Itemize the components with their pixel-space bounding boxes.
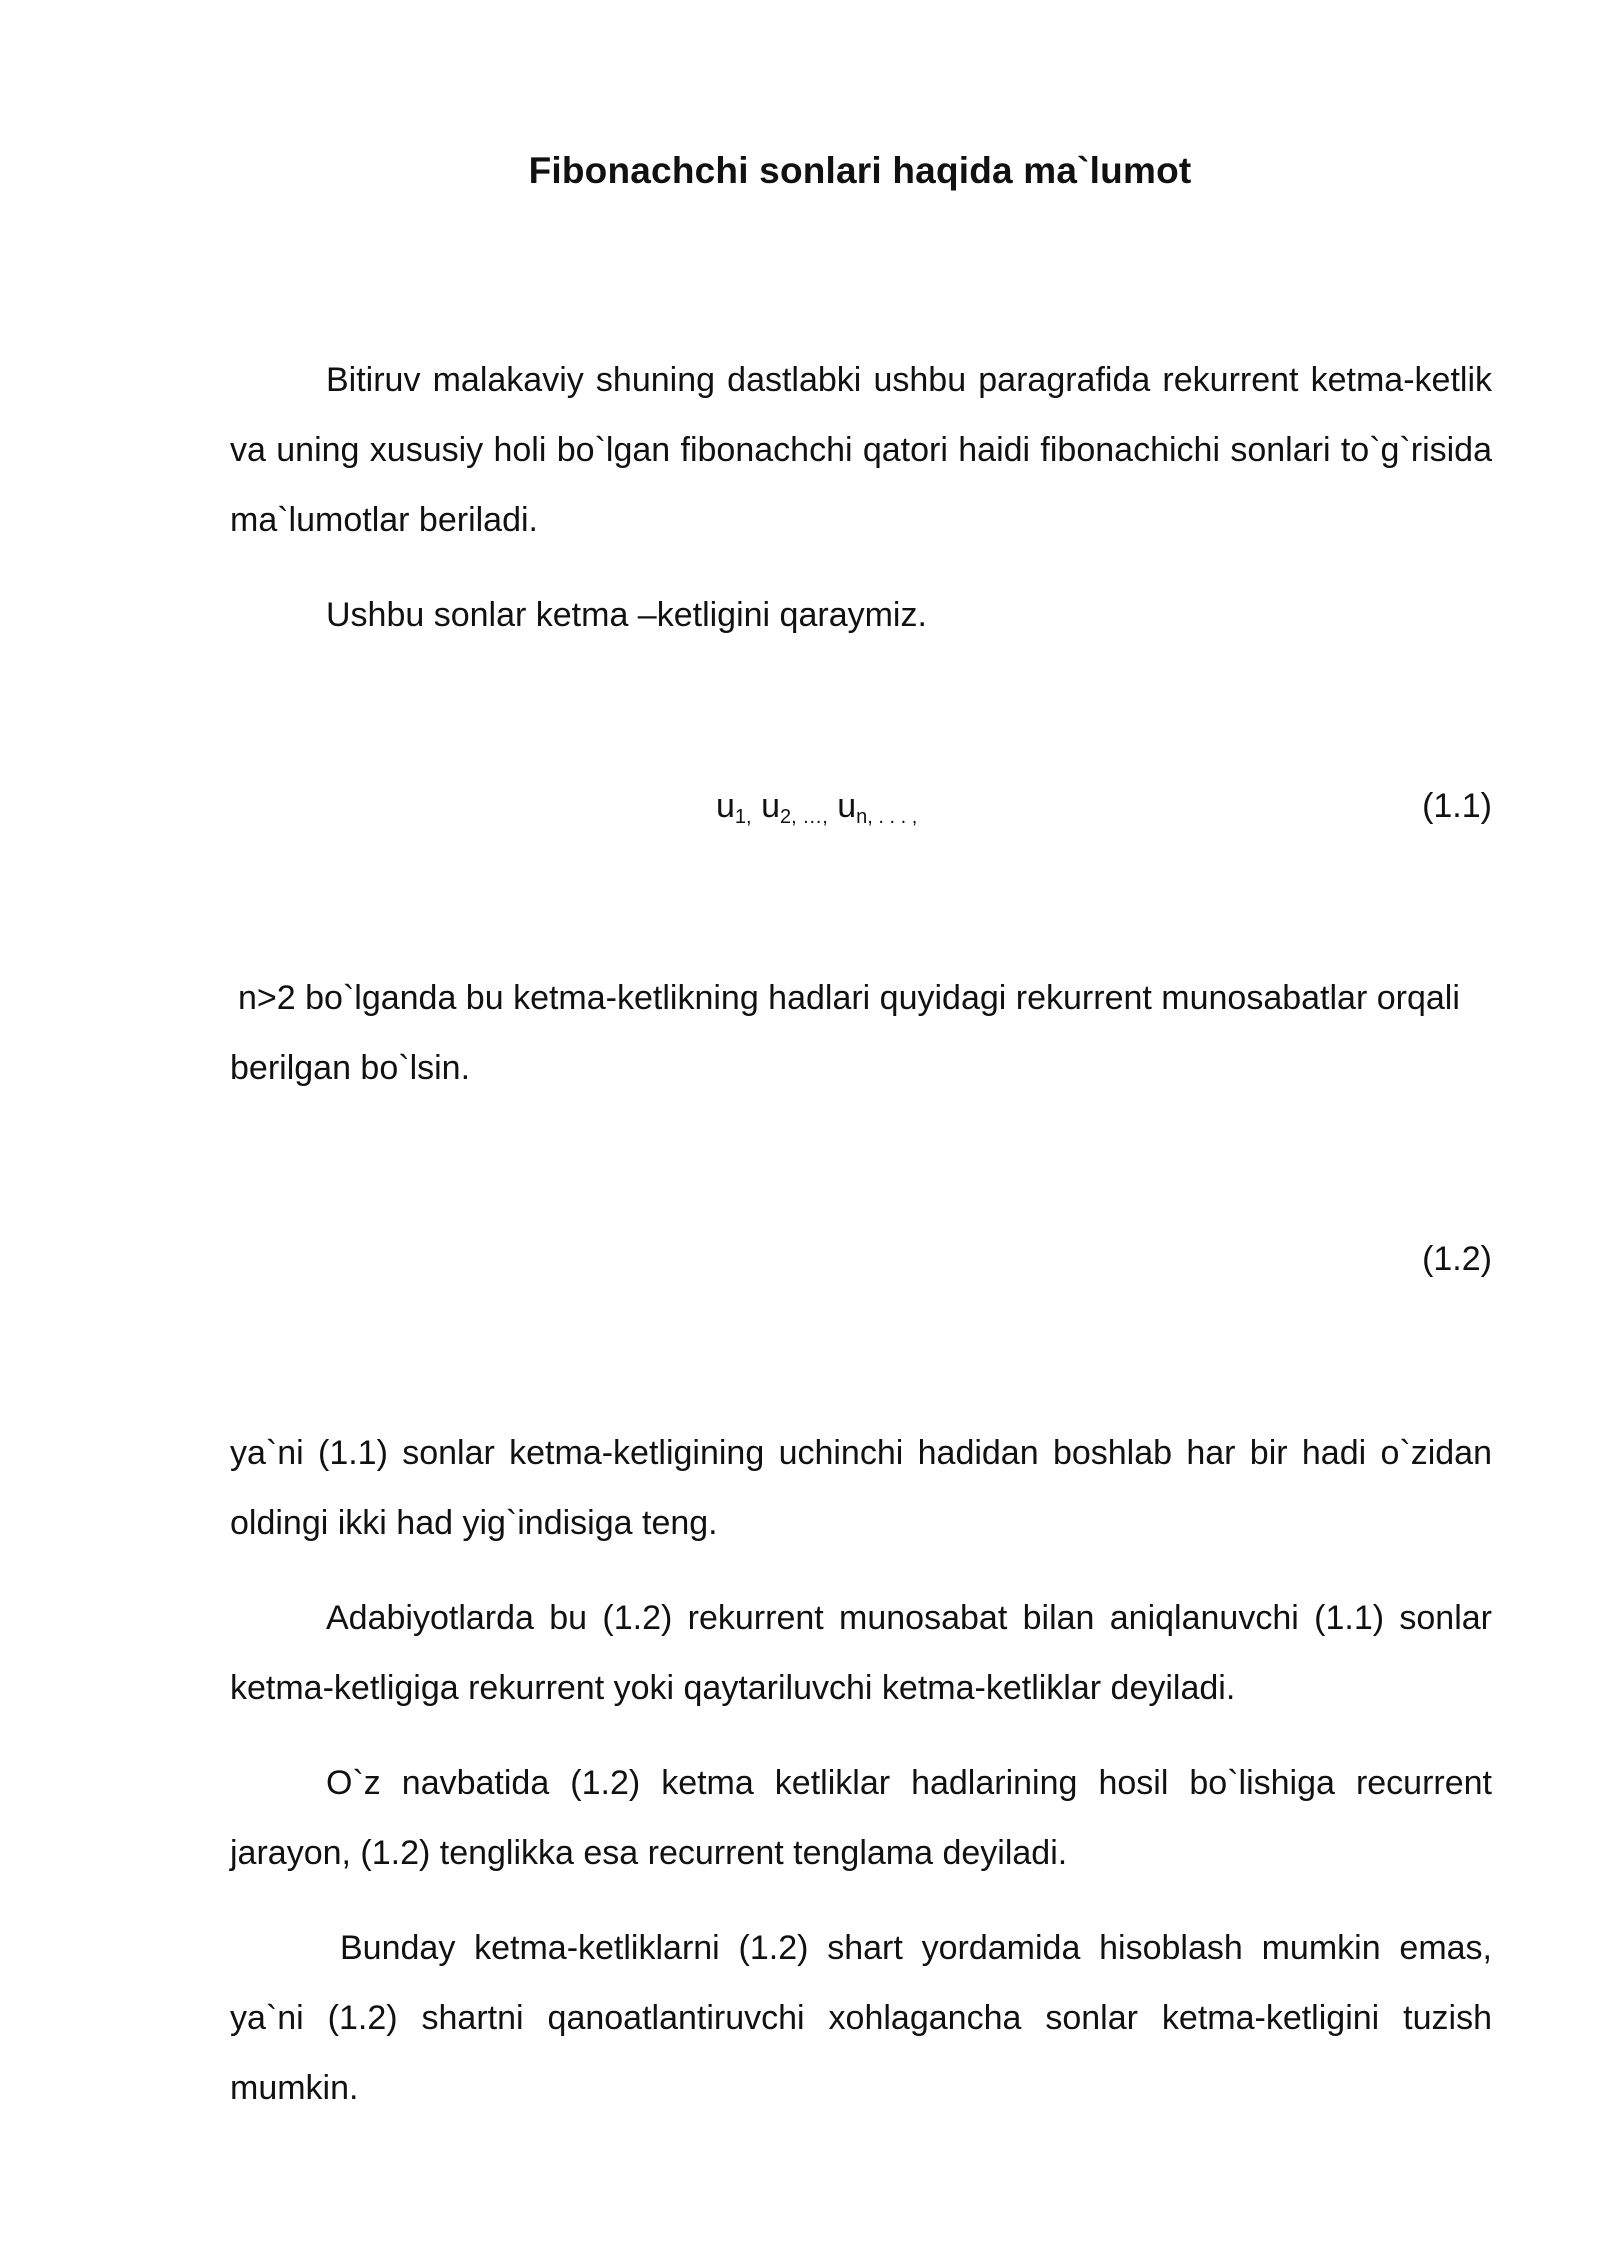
formula-1-1 xyxy=(716,787,917,829)
equation-number-1-1: (1.1) xyxy=(1422,787,1492,825)
paragraph-recurrence-condition: n>2 bo`lganda bu ketma-ketlikning hadlari quyidagi rekurrent munosabatlar orqali berilgan bo`lsin. xyxy=(230,979,1460,1087)
formula-term: u xyxy=(716,787,735,825)
paragraph-intro: Bitiruv malakaviy shuning dastlabki ushbu paragrafida rekurrent ketma-ketlik va uning xususiy holi bo`lgan fibonachchi qatori haidi fibonachichi sonlari to`g`risida ma`lumotlar beriladi. xyxy=(230,361,1492,539)
formula-term: u xyxy=(761,787,780,825)
paragraph-fibonacci-property: ya`ni (1.1) sonlar ketma-ketligining uchinchi hadidan boshlab har bir hadi o`zidan oldingi ikki had yig`indisiga teng. xyxy=(230,1434,1492,1542)
paragraph-arbitrary-sequences: Bunday ketma-ketliklarni (1.2) shart yordamida hisoblash mumkin emas, ya`ni (1.2) shartni qanoatlantiruvchi xohlagancha sonlar ketma-ketligini tuzish mumkin. xyxy=(230,1929,1492,2107)
formula-subscript: 1, xyxy=(734,806,752,828)
document-title: Fibonachchi sonlari haqida ma`lumot xyxy=(528,150,1192,191)
formula-subscript: 2, …, xyxy=(779,806,828,828)
formula-subscript: n, . . . , xyxy=(856,806,918,828)
formula-term: u xyxy=(837,787,857,825)
paragraph-literature: Adabiyotlarda bu (1.2) rekurrent munosabat bilan aniqlanuvchi (1.1) sonlar ketma-ketligiga rekurrent yoki qaytariluvchi ketma-ketliklar deyiladi. xyxy=(230,1599,1492,1707)
paragraph-sequence-intro: Ushbu sonlar ketma –ketligini qaraymiz. xyxy=(326,596,927,634)
paragraph-recurrent-process: O`z navbatida (1.2) ketma ketliklar hadlarining hosil bo`lishiga recurrent jarayon, (1.2) tenglikka esa recurrent tenglama deyiladi. xyxy=(230,1764,1492,1872)
equation-number-1-2: (1.2) xyxy=(1422,1240,1492,1278)
